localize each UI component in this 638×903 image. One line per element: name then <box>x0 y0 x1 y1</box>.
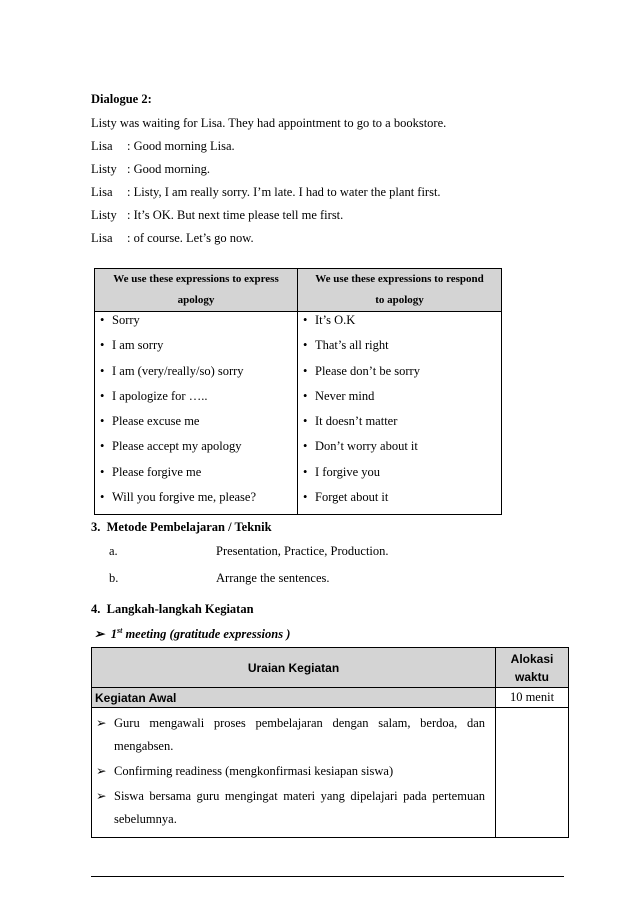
list-item <box>96 760 485 783</box>
meeting-heading <box>94 626 290 642</box>
respond-apology-list <box>298 312 501 514</box>
meeting-title: meeting (gratitude expressions ) <box>122 627 291 642</box>
header-uraian: Uraian Kegiatan <box>92 648 496 688</box>
list-item: • That’s all right <box>303 337 501 362</box>
expressions-table <box>94 268 502 515</box>
list-item: • Please forgive me <box>100 464 297 489</box>
activity-list <box>92 708 495 837</box>
header-line: waktu <box>514 669 549 684</box>
kegiatan-awal-title: Kegiatan Awal <box>92 688 496 708</box>
header-line: We use these expressions to express <box>113 273 279 285</box>
activity-text: Confirming readiness (mengkonfirmasi kesiapan siswa) <box>114 764 394 778</box>
dialogue-intro: Listy was waiting for Lisa. They had appointment to go to a bookstore. <box>91 116 447 130</box>
speaker-text: : It’s OK. But next time please tell me first. <box>127 208 344 222</box>
list-item: • Will you forgive me, please? <box>100 489 297 514</box>
arrow-bullet-icon: ➢ <box>94 627 105 642</box>
arrow-bullet-icon: ➢ <box>96 789 107 803</box>
express-apology-header <box>95 269 298 312</box>
list-item: • Never mind <box>303 388 501 413</box>
list-item: • I forgive you <box>303 464 501 489</box>
kegiatan-awal-time: 10 menit <box>496 688 569 708</box>
speaker-text: : Good morning. <box>127 162 210 176</box>
list-item: • Please don’t be sorry <box>303 363 501 388</box>
list-item: • Please excuse me <box>100 413 297 438</box>
header-line: Alokasi <box>510 651 554 666</box>
meeting-number: 1 <box>110 627 117 642</box>
section-number: 4. <box>91 602 101 616</box>
list-item: • It doesn’t matter <box>303 413 501 438</box>
speaker-name: Listy <box>91 162 117 176</box>
list-item: • I apologize for ….. <box>100 388 297 413</box>
speaker-name: Lisa <box>91 185 113 199</box>
list-item: • I am (very/really/so) sorry <box>100 363 297 388</box>
list-item <box>96 712 485 758</box>
speaker-name: Lisa <box>91 139 113 153</box>
list-item: • Don’t worry about it <box>303 438 501 463</box>
header-line: to apology <box>375 294 424 306</box>
respond-apology-list-cell <box>298 312 502 515</box>
kegiatan-table <box>91 647 569 838</box>
section-title: Metode Pembelajaran / Teknik <box>106 520 272 534</box>
list-item: • Please accept my apology <box>100 438 297 463</box>
method-item-marker: a. <box>109 544 118 558</box>
method-item-text: Arrange the sentences. <box>216 571 330 585</box>
header-line: apology <box>177 294 215 306</box>
list-item <box>96 785 485 831</box>
arrow-bullet-icon: ➢ <box>96 764 107 778</box>
kegiatan-awal-activities <box>92 708 496 838</box>
list-item: • I am sorry <box>100 337 297 362</box>
section-3-heading <box>91 520 272 535</box>
express-apology-list <box>95 312 297 514</box>
meeting-ordinal: st <box>116 626 123 635</box>
header-alokasi <box>496 648 569 688</box>
activity-text: Guru mengawali proses pembelajaran dengan salam, berdoa, dan mengabsen. <box>114 716 485 753</box>
activity-text: Siswa bersama guru mengingat materi yang dipelajari pada pertemuan sebelumnya. <box>114 789 485 826</box>
method-item-text: Presentation, Practice, Production. <box>216 544 389 558</box>
list-item: • Forget about it <box>303 489 501 514</box>
express-apology-list-cell <box>95 312 298 515</box>
speaker-text: : Listy, I am really sorry. I’m late. I had to water the plant first. <box>127 185 441 199</box>
list-item: • It’s O.K <box>303 312 501 337</box>
section-number: 3. <box>91 520 101 534</box>
method-item-marker: b. <box>109 571 119 585</box>
speaker-name: Listy <box>91 208 117 222</box>
header-line: We use these expressions to respond <box>315 273 484 285</box>
arrow-bullet-icon: ➢ <box>96 716 107 730</box>
respond-apology-header <box>298 269 502 312</box>
kegiatan-awal-time-cell <box>496 708 569 838</box>
dialogue-title: Dialogue 2: <box>91 92 152 106</box>
section-title: Langkah-langkah Kegiatan <box>106 602 254 616</box>
footer-divider <box>91 876 564 877</box>
speaker-text: : of course. Let’s go now. <box>127 231 254 245</box>
list-item: • Sorry <box>100 312 297 337</box>
speaker-text: : Good morning Lisa. <box>127 139 235 153</box>
section-4-heading <box>91 602 254 617</box>
speaker-name: Lisa <box>91 231 113 245</box>
